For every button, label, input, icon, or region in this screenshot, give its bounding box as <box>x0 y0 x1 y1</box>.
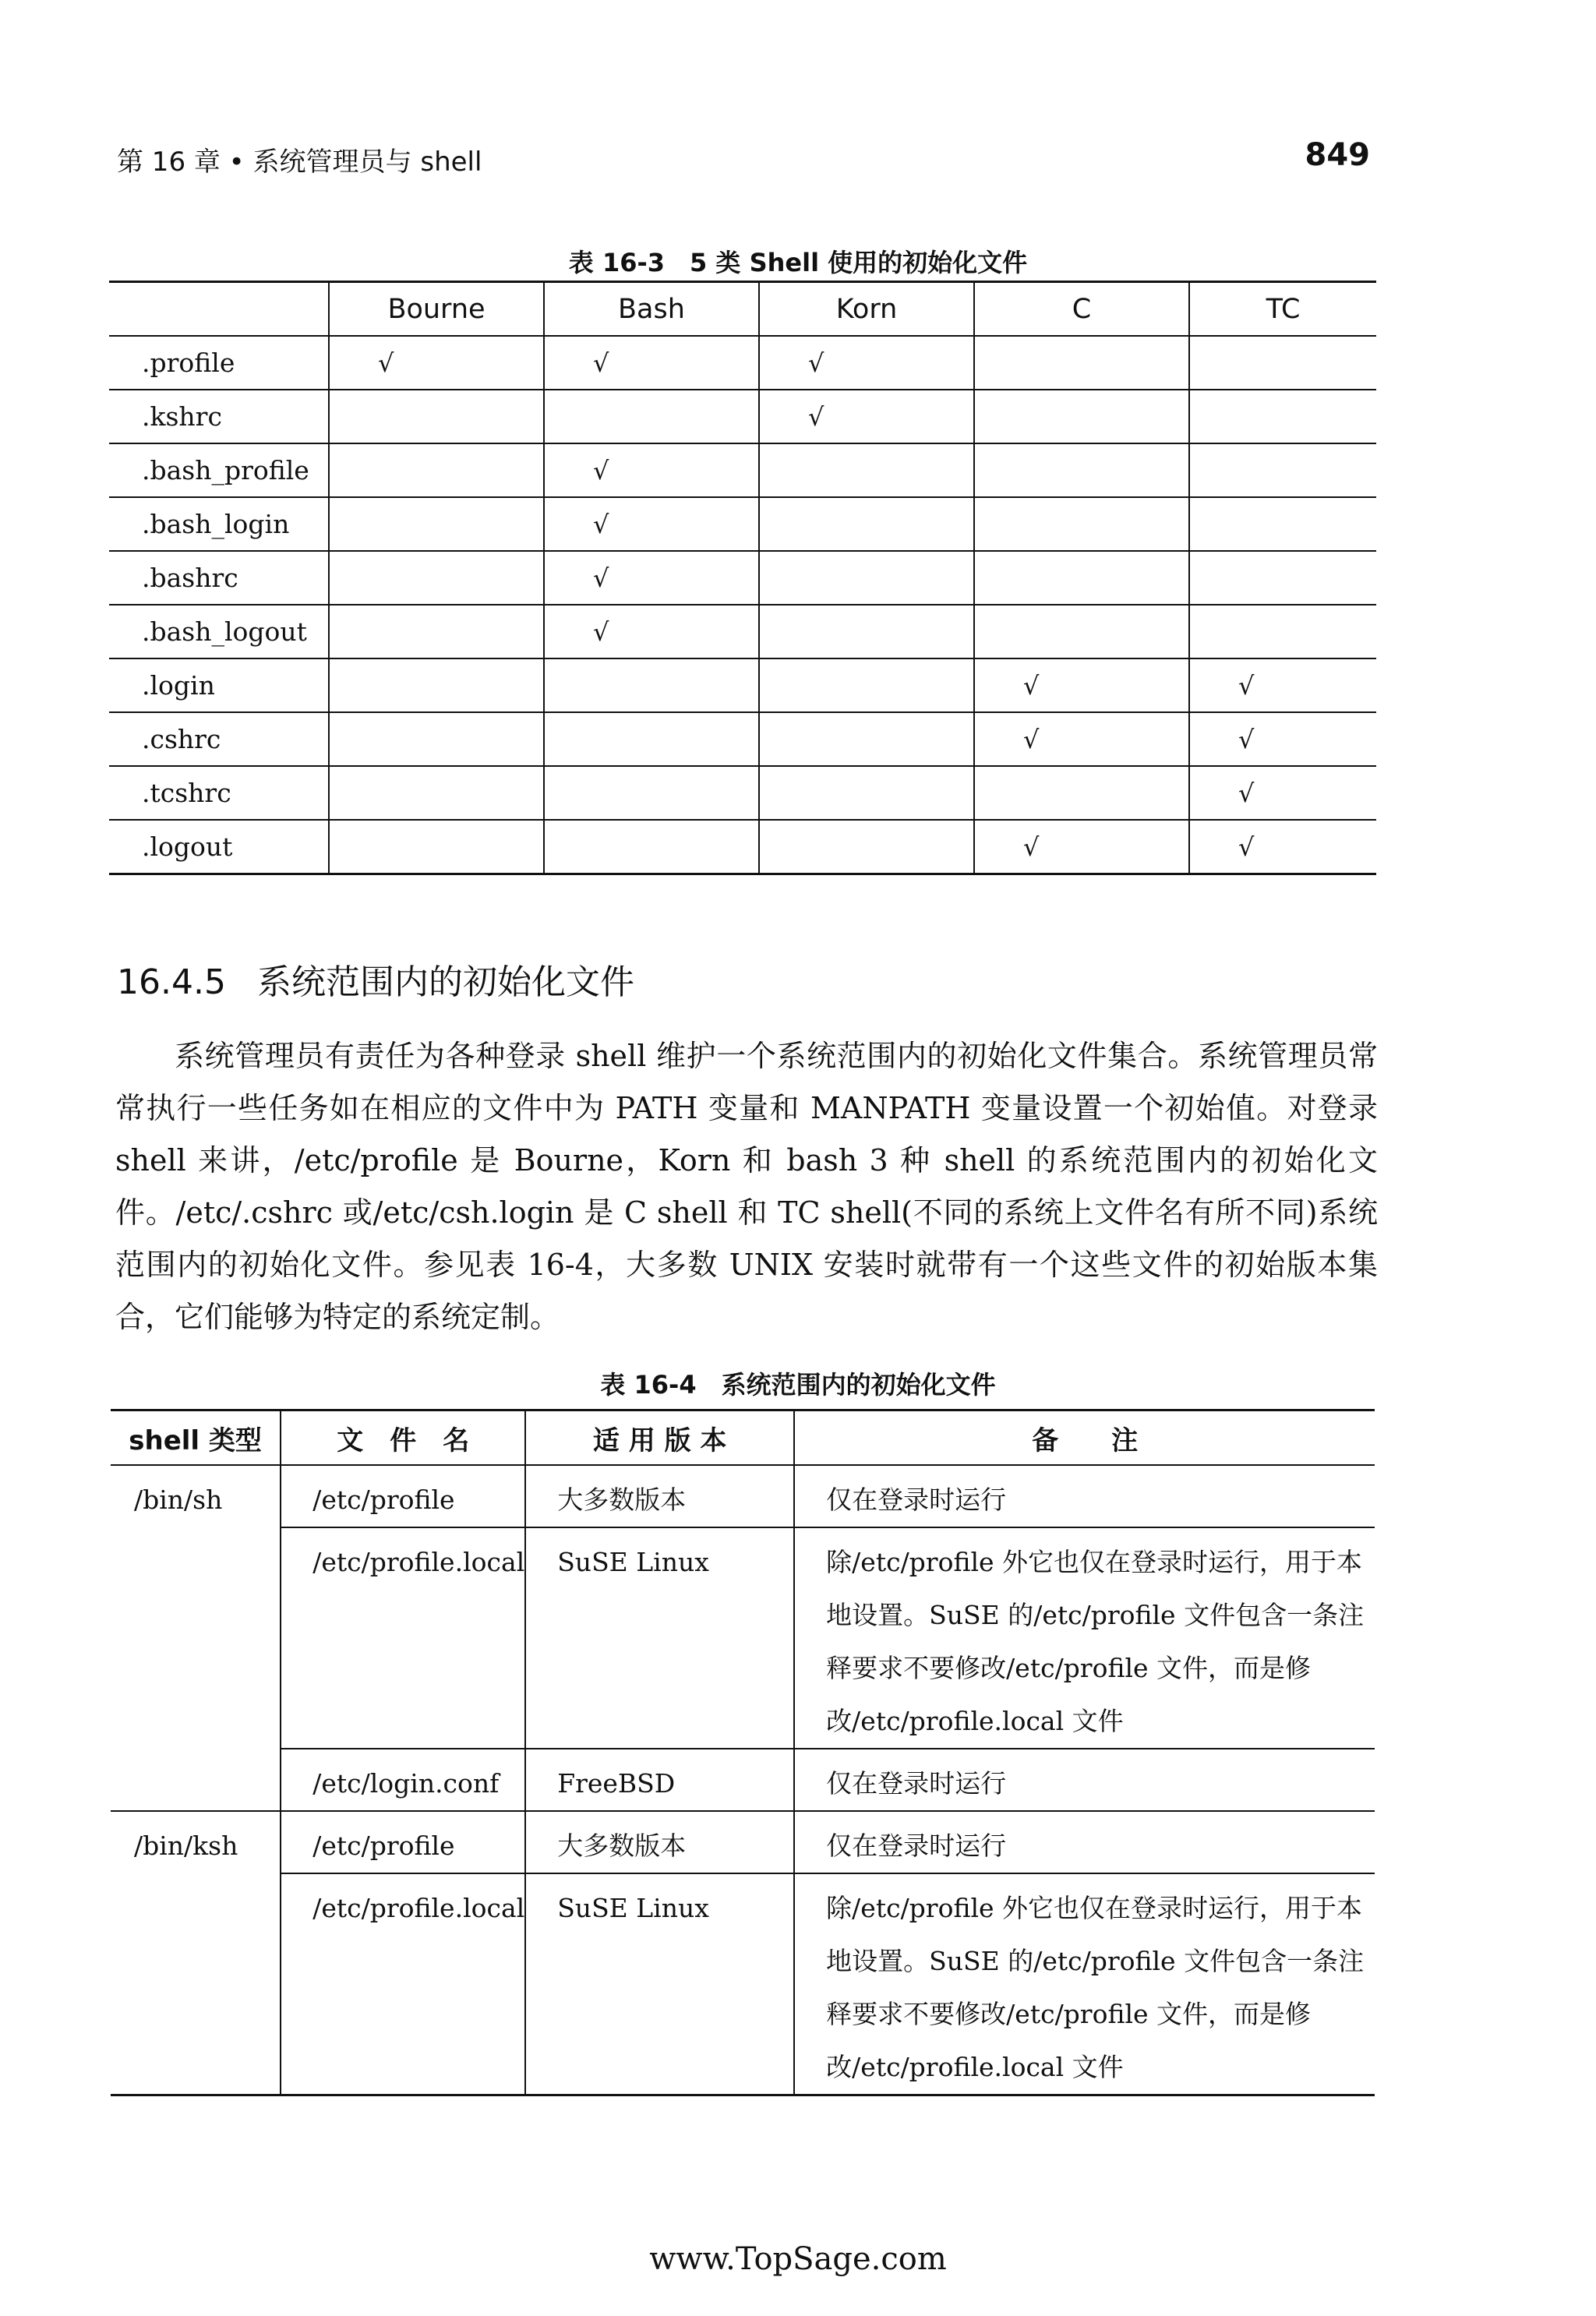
col-header-file-name: 文 件 名 <box>281 1410 525 1466</box>
check-cell <box>329 658 544 712</box>
body-paragraph: 系统管理员有责任为各种登录 shell 维护一个系统范围内的初始化文件集合。系统管理员常常执行一些任务如在相应的文件中为 PATH 变量和 MANPATH 变量设置一个初始值。对登录 shell 来讲，/etc/profile 是 Bourne，Korn 和 bash 3 种 shell 的系统范围内的初始化文件。/etc/.cshrc 或/etc/csh.login 是 C shell 和 TC shell(不同的系统上文件名有所不同)系统范围内的初始化文件。参见表 16-4，大多数 UNIX 安装时就带有一个这些文件的初始版本集合，它们能够为特定的系统定制。 <box>115 1039 1378 1334</box>
check-cell <box>759 605 974 658</box>
check-cell <box>759 551 974 605</box>
column-header <box>109 282 329 337</box>
column-header: TC <box>1189 282 1376 337</box>
check-cell <box>974 390 1189 443</box>
check-cell <box>329 766 544 820</box>
shell-type-cell <box>111 1873 281 2095</box>
note-cell: 仅在登录时运行 <box>794 1749 1375 1811</box>
check-cell <box>759 658 974 712</box>
file-name-cell: .tcshrc <box>109 766 329 820</box>
section-heading <box>117 954 634 1004</box>
table-row <box>111 1873 1375 2095</box>
version-cell: FreeBSD <box>525 1749 794 1811</box>
section-number: 16.4.5 <box>117 962 226 1002</box>
table-16-3-caption: 表 16-3 5 类 Shell 使用的初始化文件 <box>568 248 1028 277</box>
check-cell <box>544 658 759 712</box>
shell-type-cell: /bin/sh <box>134 1485 223 1515</box>
file-name-cell: /etc/profile.local <box>281 1873 525 2095</box>
check-cell: √ <box>1189 658 1376 712</box>
table-row <box>109 551 1376 605</box>
check-cell <box>544 712 759 766</box>
file-name-cell: .bashrc <box>109 551 329 605</box>
column-header: C <box>974 282 1189 337</box>
table-row <box>111 1465 1375 1527</box>
check-cell: √ <box>544 497 759 551</box>
table-row <box>109 712 1376 766</box>
file-name-cell: .bash_profile <box>109 443 329 497</box>
check-cell <box>1189 605 1376 658</box>
check-cell <box>974 551 1189 605</box>
table-16-4-caption: 表 16-4 系统范围内的初始化文件 <box>600 1370 996 1400</box>
check-cell <box>329 712 544 766</box>
table-row <box>109 605 1376 658</box>
table-row <box>109 390 1376 443</box>
shell-type-cell <box>111 1527 281 1749</box>
check-cell <box>329 497 544 551</box>
file-name-cell: /etc/profile <box>281 1465 525 1527</box>
column-header: Korn <box>759 282 974 337</box>
table-header-row <box>109 282 1376 337</box>
shell-type-cell <box>111 1749 281 1811</box>
check-cell <box>544 766 759 820</box>
file-name-cell: /etc/login.conf <box>281 1749 525 1811</box>
check-cell <box>974 497 1189 551</box>
version-cell: 大多数版本 <box>525 1811 794 1873</box>
check-cell: √ <box>329 336 544 390</box>
col-header-shell-type: shell 类型 <box>111 1410 281 1466</box>
check-cell: √ <box>759 336 974 390</box>
check-cell <box>329 820 544 874</box>
check-cell <box>974 443 1189 497</box>
shell-init-files-table <box>109 281 1376 875</box>
version-cell: SuSE Linux <box>525 1527 794 1749</box>
table-row <box>109 336 1376 390</box>
footer-url: www.TopSage.com <box>649 2241 947 2277</box>
file-name-cell: .login <box>109 658 329 712</box>
page-number: 849 <box>1305 137 1370 173</box>
file-name-cell: .bash_logout <box>109 605 329 658</box>
file-name-cell: /etc/profile <box>281 1811 525 1873</box>
note-cell: 除/etc/profile 外它也仅在登录时运行，用于本地设置。SuSE 的/etc/profile 文件包含一条注释要求不要修改/etc/profile 文件，而是修改/etc/profile.local 文件 <box>794 1527 1375 1749</box>
running-header: 第 16 章 • 系统管理员与 shell <box>117 147 482 178</box>
check-cell: √ <box>974 712 1189 766</box>
col-header-note: 备 注 <box>794 1410 1375 1466</box>
check-cell: √ <box>974 820 1189 874</box>
file-name-cell: .cshrc <box>109 712 329 766</box>
note-cell: 仅在登录时运行 <box>794 1465 1375 1527</box>
check-cell: √ <box>1189 712 1376 766</box>
system-init-files-table <box>111 1409 1375 2096</box>
check-cell: √ <box>544 551 759 605</box>
file-name-cell: .bash_login <box>109 497 329 551</box>
version-cell: 大多数版本 <box>525 1465 794 1527</box>
check-cell <box>329 605 544 658</box>
version-cell: SuSE Linux <box>525 1873 794 2095</box>
check-cell <box>329 551 544 605</box>
shell-type-cell: /bin/ksh <box>111 1811 281 1873</box>
check-cell <box>1189 497 1376 551</box>
table-row <box>109 820 1376 874</box>
check-cell <box>974 336 1189 390</box>
section-title: 系统范围内的初始化文件 <box>256 962 634 1002</box>
check-cell <box>974 766 1189 820</box>
check-cell: √ <box>544 336 759 390</box>
check-cell <box>1189 443 1376 497</box>
check-cell <box>759 443 974 497</box>
column-header: Bash <box>544 282 759 337</box>
check-cell <box>759 497 974 551</box>
file-name-cell: /etc/profile.local <box>281 1527 525 1749</box>
note-cell: 仅在登录时运行 <box>794 1811 1375 1873</box>
column-header: Bourne <box>329 282 544 337</box>
check-cell <box>329 390 544 443</box>
table-row <box>109 497 1376 551</box>
check-cell: √ <box>544 605 759 658</box>
table-row <box>111 1749 1375 1811</box>
check-cell <box>544 390 759 443</box>
check-cell <box>1189 390 1376 443</box>
check-cell <box>1189 551 1376 605</box>
check-cell <box>544 820 759 874</box>
check-cell: √ <box>544 443 759 497</box>
check-cell <box>759 766 974 820</box>
file-name-cell: .kshrc <box>109 390 329 443</box>
check-cell <box>329 443 544 497</box>
col-header-version: 适 用 版 本 <box>525 1410 794 1466</box>
table-row <box>109 658 1376 712</box>
check-cell: √ <box>1189 766 1376 820</box>
check-cell: √ <box>974 658 1189 712</box>
check-cell <box>759 820 974 874</box>
note-cell: 除/etc/profile 外它也仅在登录时运行，用于本地设置。SuSE 的/etc/profile 文件包含一条注释要求不要修改/etc/profile 文件，而是修改/etc/profile.local 文件 <box>794 1873 1375 2095</box>
check-cell <box>1189 336 1376 390</box>
file-name-cell: .profile <box>109 336 329 390</box>
check-cell <box>759 712 974 766</box>
check-cell <box>974 605 1189 658</box>
table-row <box>111 1527 1375 1749</box>
table-row <box>111 1811 1375 1873</box>
file-name-cell: .logout <box>109 820 329 874</box>
check-cell: √ <box>1189 820 1376 874</box>
check-cell: √ <box>759 390 974 443</box>
table-row <box>109 443 1376 497</box>
table-row <box>109 766 1376 820</box>
